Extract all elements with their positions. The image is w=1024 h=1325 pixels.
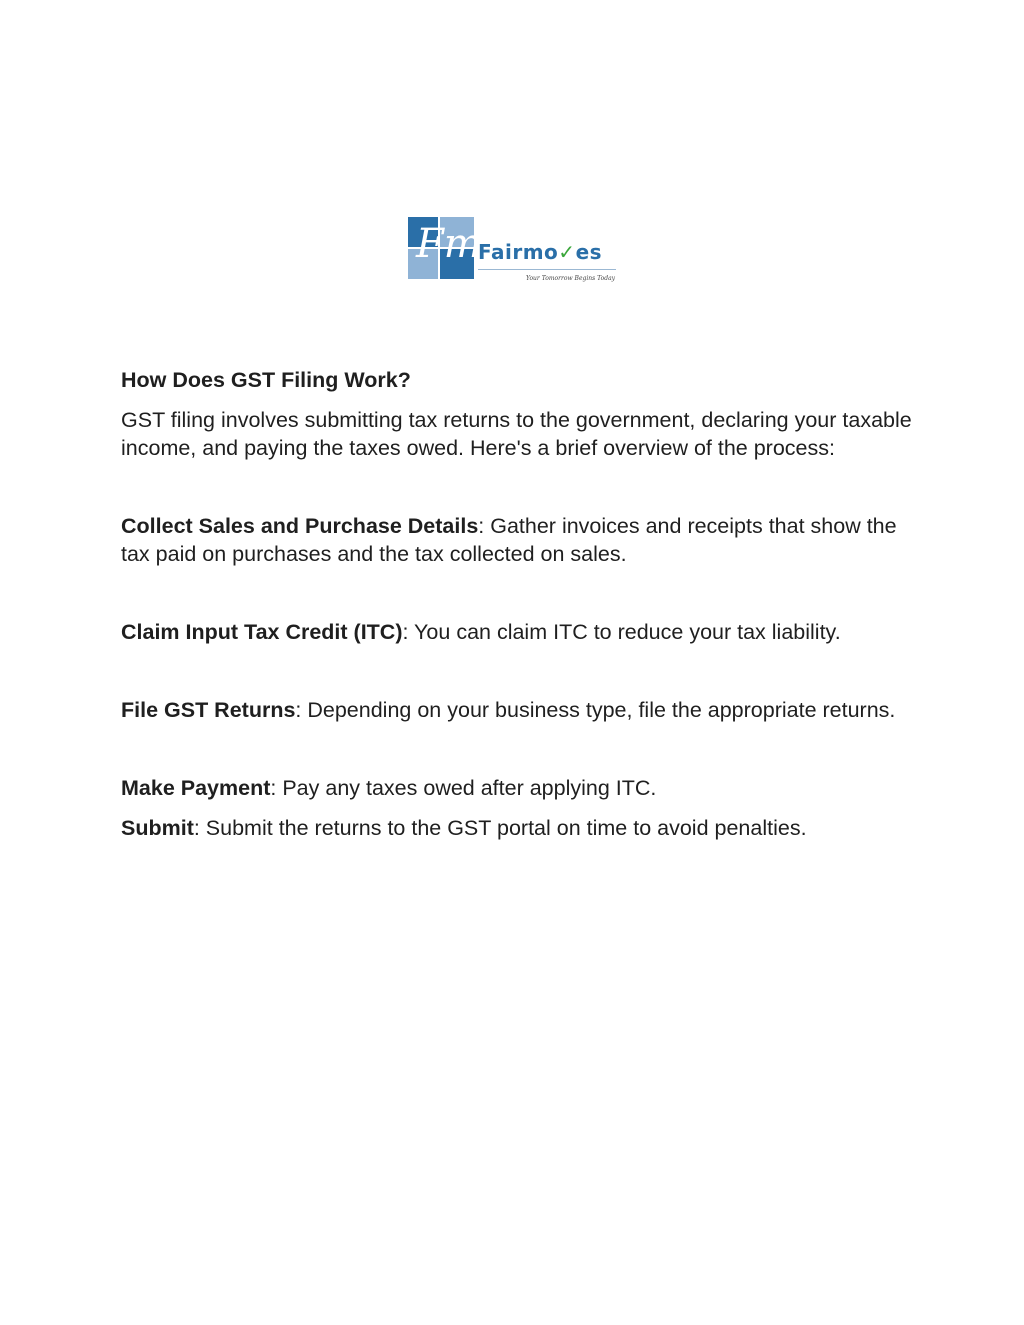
step-submit bbox=[121, 814, 921, 842]
logo-wordmark-suffix: es bbox=[575, 240, 603, 264]
step-text: : Pay any taxes owed after applying ITC. bbox=[270, 776, 657, 800]
logo-wordmark-prefix: Fairmo bbox=[478, 240, 559, 264]
step-text: : Submit the returns to the GST portal on time to avoid penalties. bbox=[193, 816, 807, 840]
step-text: : Depending on your business type, file the appropriate returns. bbox=[295, 698, 896, 722]
step-text: : Gather invoices and receipts that show the tax paid on purchases and the tax collected on sales. bbox=[121, 514, 897, 566]
step-title: Collect Sales and Purchase Details bbox=[121, 514, 479, 538]
step-text: : You can claim ITC to reduce your tax liability. bbox=[402, 620, 841, 644]
step-title: Claim Input Tax Credit (ITC) bbox=[121, 620, 403, 644]
page-title: How Does GST Filing Work? bbox=[121, 368, 411, 392]
logo-tagline: Your Tomorrow Begins Today bbox=[526, 275, 616, 282]
step-collect-details bbox=[121, 512, 921, 568]
document-body bbox=[121, 366, 921, 842]
step-title: Submit bbox=[121, 816, 194, 840]
check-icon: ✓ bbox=[558, 240, 576, 264]
step-file-returns bbox=[121, 696, 921, 724]
logo-divider bbox=[478, 269, 616, 270]
step-claim-itc bbox=[121, 618, 921, 646]
step-title: Make Payment bbox=[121, 776, 271, 800]
step-title: File GST Returns bbox=[121, 698, 296, 722]
logo-wordmark bbox=[478, 242, 602, 262]
step-make-payment bbox=[121, 774, 921, 802]
logo-monogram-text: Fm bbox=[416, 221, 482, 267]
intro-paragraph: GST filing involves submitting tax returns to the government, declaring your taxable income, and paying the taxes owed. Here's a brief overview of the process: bbox=[121, 408, 912, 460]
fairmoves-logo bbox=[408, 217, 620, 283]
fm-monogram-icon bbox=[408, 217, 482, 279]
